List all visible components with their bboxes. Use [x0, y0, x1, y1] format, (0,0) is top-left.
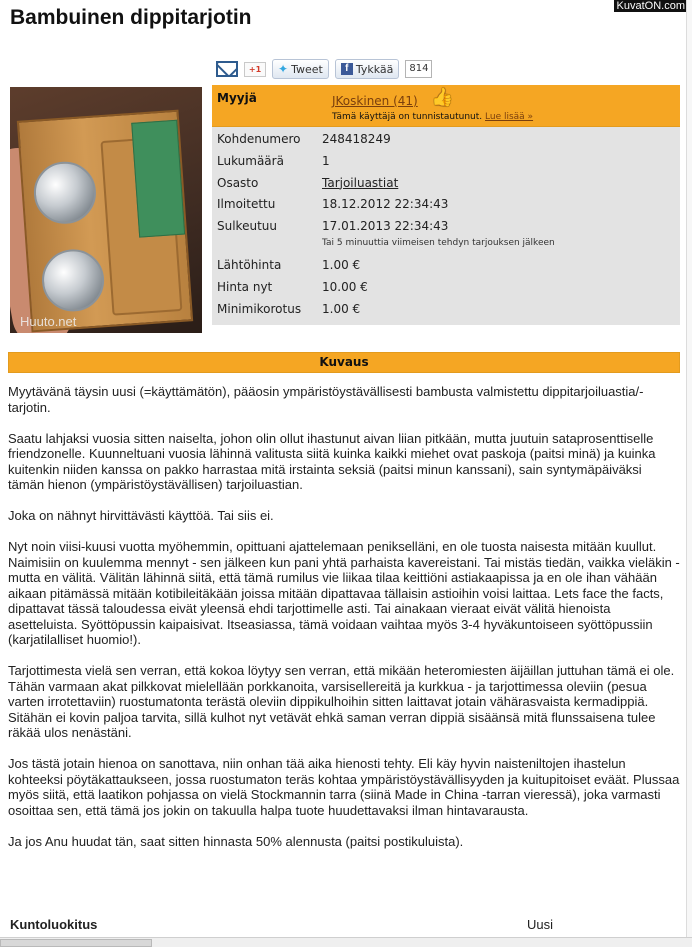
- detail-key: Kohdenumero: [217, 132, 301, 146]
- facebook-like-button[interactable]: [335, 59, 400, 79]
- facebook-icon: f: [341, 63, 353, 75]
- detail-row: [212, 300, 680, 322]
- description-paragraph: Myytävänä täysin uusi (=käyttämätön), pääosin ympäristöystävällisesti bambusta valmistettu dippitarjoiluastia/-tarjotin.: [8, 384, 644, 415]
- description-paragraph: Saatu lahjaksi vuosia sitten naiselta, johon olin ollut ihastunut aivan liian pitkään, mutta juutuin sataprosenttiselle friendzonelle. Kuunneltuani vuosia lähinnä valitusta siitä kuinka kaikki miehet ovat paskoja (paitsi minä) ja kuinka kuitenkin niiden kanssa on pakko harrastaa mitä irstainta seksiä (paitsi minun kanssani), sain syntymäpäiväksi tämän hienon (ympäristöystävällisen) tarjoiluastian.: [8, 430, 656, 492]
- dip-bowl: [40, 247, 106, 313]
- thumbs-up-icon: 👍: [431, 87, 454, 108]
- seller-label: Myyjä: [217, 91, 257, 105]
- detail-key: Lukumäärä: [217, 153, 284, 168]
- detail-key: Minimikorotus: [217, 301, 302, 316]
- dip-bowl: [32, 160, 98, 226]
- vertical-scrollbar[interactable]: [686, 0, 692, 937]
- horizontal-scrollbar[interactable]: [0, 937, 692, 947]
- like-count: 814: [405, 60, 432, 78]
- page-title: Bambuinen dippitarjotin: [10, 6, 252, 29]
- like-label: Tykkää: [355, 62, 394, 76]
- detail-value: 248418249: [322, 132, 391, 146]
- seller-name-link[interactable]: JKoskinen (41): [332, 94, 418, 108]
- description-paragraph: Nyt noin viisi-kuusi vuotta myöhemmin, opittuani ajattelemaan penikselläni, en ole tuosta naisesta mitään kuullut. Naimisiin on kuulemma mennyt - sen jälkeen kun pani yhtä parhaista kavereistani. Tai mistäs tiedän, vaikka vieläkin - mutta en välitä. Välitän lähinnä siitä, että tämä rumilus vie liikaa tilaa keittiöni astiakaapissa ja en ole ihan vähään aikaan pitämässä mitään kotibileitäkään joissa mitään dipattavaa tällaisin astioihin voisi laittaa. Lets face the facts, dipattavat tässä taloudessa eivät yleensä ehdi tarjottimelle asti. Tai ainakaan vieraat eivät välitä hienoista asetteluista. Syöttöpussin kaipaisivat. Itseasiassa, tämä voidaan vaihtaa myös 3-4 hyväkuntoiseen syöttöpussiin (karjatilalliset huomio!).: [8, 539, 680, 647]
- detail-value: 1: [322, 153, 330, 168]
- detail-value: 1.00 €: [322, 258, 361, 273]
- detail-key: Lähtöhinta: [217, 258, 282, 273]
- detail-value: 1.00 €: [322, 301, 361, 316]
- detail-row: [212, 217, 680, 256]
- bamboo-tray: [17, 110, 193, 333]
- product-photo[interactable]: [10, 87, 202, 333]
- description-paragraph: Jos tästä jotain hienoa on sanottava, niin onhan tää aika hienosti tehty. Eli käy hyvin naisteniltojen ihastelun kohteeksi pöytäkattaukseen, jossa ruostumaton teräs kohtaa ympäristöystävällisyyden ja kuitupitoiset eväät. Plussaa myös siitä, että laatikon pohjassa on vielä Stockmannin tarra (siinä Made in China -tarran vieressä), joka varmasti osoittaa sen, että tämä jos jokin on takuulla halpa tuote huudettavaksi ilman hintavarausta.: [8, 756, 680, 818]
- category-link[interactable]: Tarjoiluastiat: [322, 175, 399, 190]
- detail-row: [212, 278, 680, 300]
- detail-key: Ilmoitettu: [217, 197, 276, 212]
- detail-row: [212, 195, 680, 217]
- description-body: [8, 384, 680, 865]
- detail-key: Hinta nyt: [217, 279, 273, 294]
- detail-row: [212, 130, 680, 152]
- detail-row: [212, 174, 680, 196]
- condition-label: Kuntoluokitus: [10, 917, 98, 932]
- description-paragraph: Tarjottimesta vielä sen verran, että kokoa löytyy sen verran, että mikään heteromiesten äijäillan juttuhan tämä ei ole. Tähän varmaan akat pilkkovat mielellään porkkanoita, varsisellereitä ja kurkkua - ja tarjottimessa oleviin (pesua varten irrotettaviin) ruostumatonta terästä oleviin dippikulhoihin sitten laittavat jotain vähärasvaista kermadippiä. Sitähän ei kovin paljoa tarvita, sillä kulhot nyt vetävät ehkä saman verran dippiä sisäänsä mitä flunssaisena tulee räkää ulos nenästäni.: [8, 663, 675, 740]
- tweet-button[interactable]: [272, 59, 329, 79]
- detail-value-group: [322, 219, 555, 248]
- seller-verified-note: [332, 112, 533, 122]
- detail-value: 10.00 €: [322, 279, 368, 294]
- description-paragraph: Ja jos Anu huudat tän, saat sitten hinnasta 50% alennusta (paitsi postikuluista).: [8, 833, 464, 849]
- scrollbar-thumb[interactable]: [0, 939, 152, 947]
- twitter-bird-icon: ✦: [278, 62, 289, 76]
- email-share-icon[interactable]: [216, 61, 238, 77]
- details-table: [212, 127, 680, 325]
- detail-row: [212, 152, 680, 174]
- detail-value: 18.12.2012 22:34:43: [322, 197, 449, 212]
- verified-text: Tämä käyttäjä on tunnistautunut.: [332, 112, 483, 122]
- description-paragraph: Joka on nähnyt hirvittävästi käyttöä. Tai siis ei.: [8, 508, 274, 523]
- photo-watermark: Huuto.net: [20, 314, 77, 329]
- detail-key: Sulkeutuu: [217, 219, 277, 234]
- social-share-bar: [216, 58, 432, 80]
- read-more-link[interactable]: Lue lisää »: [485, 112, 534, 122]
- seller-row: [212, 85, 680, 127]
- tray-packaging-label: [131, 120, 185, 238]
- detail-key: Osasto: [217, 175, 259, 190]
- listing-info-panel: [212, 85, 680, 325]
- condition-value: Uusi: [527, 917, 554, 932]
- detail-row: [212, 256, 680, 278]
- detail-subnote: Tai 5 minuuttia viimeisen tehdyn tarjouksen jälkeen: [322, 238, 555, 249]
- site-watermark: KuvatON.com: [614, 0, 688, 12]
- detail-value: 17.01.2013 22:34:43: [322, 219, 449, 234]
- google-plus-button[interactable]: +1: [244, 62, 266, 77]
- tweet-label: Tweet: [291, 62, 323, 76]
- description-heading: Kuvaus: [8, 352, 680, 373]
